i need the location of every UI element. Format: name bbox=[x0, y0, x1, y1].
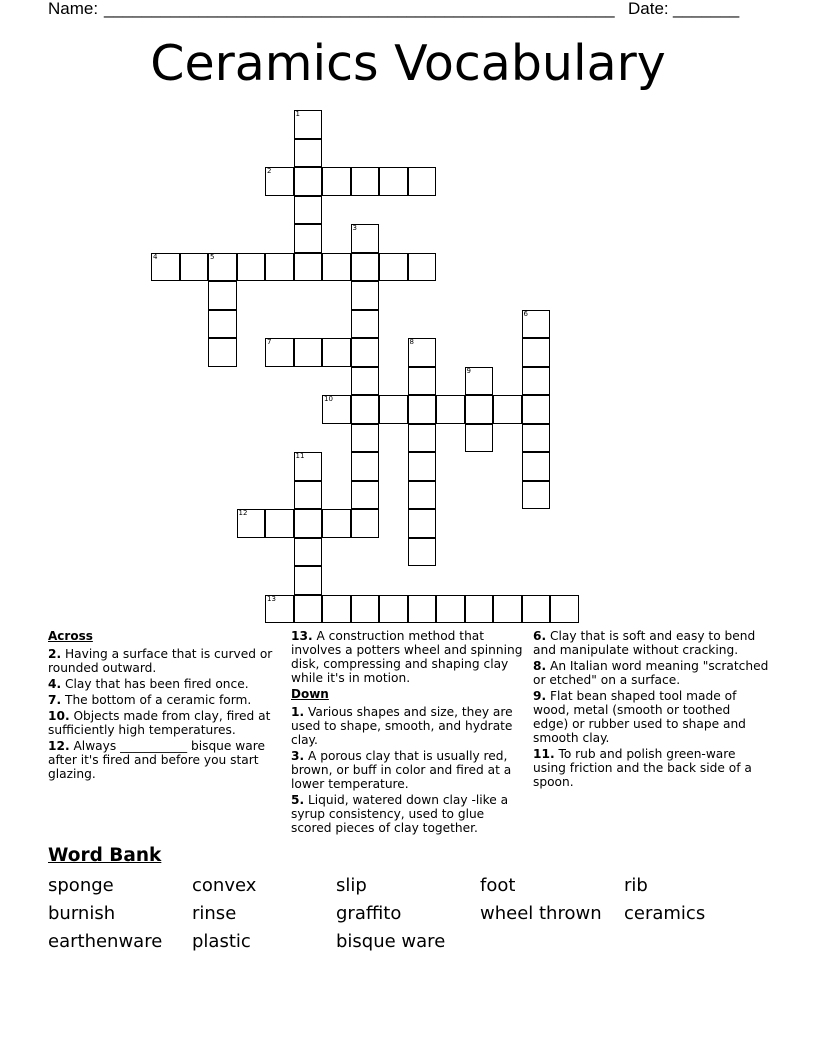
crossword-cell[interactable] bbox=[322, 253, 351, 282]
word-bank bbox=[48, 873, 768, 957]
crossword-cell[interactable] bbox=[294, 253, 323, 282]
crossword-cell[interactable] bbox=[294, 509, 323, 538]
clue-down-8: 8. An Italian word meaning "scratched or etched" on a surface. bbox=[533, 659, 769, 687]
clue-across-12: 12. Always ___________ bisque ware after it's fired and before you start glazing. bbox=[48, 739, 265, 781]
crossword-cell[interactable] bbox=[294, 338, 323, 367]
crossword-cell[interactable] bbox=[436, 395, 465, 424]
clue-down-9: 9. Flat bean shaped tool made of wood, metal (smooth or toothed edge) or rubber used to shape and smooth clay. bbox=[533, 689, 746, 745]
crossword-cell[interactable] bbox=[351, 338, 380, 367]
crossword-cell[interactable] bbox=[522, 481, 551, 510]
crossword-cell[interactable] bbox=[351, 253, 380, 282]
crossword-cell[interactable] bbox=[351, 224, 380, 253]
clue-number: 10 bbox=[324, 395, 333, 403]
clue-across-13: 13. A construction method that involves a potters wheel and spinning disk, compressing and shaping clay while it's in motion. bbox=[291, 629, 523, 685]
clue-number: 12 bbox=[238, 509, 248, 517]
name-label: Name: bbox=[48, 0, 99, 18]
word-bank-item: graffito bbox=[336, 903, 402, 924]
crossword-cell[interactable] bbox=[294, 110, 323, 139]
clue-number: 4 bbox=[153, 252, 158, 261]
crossword-cell[interactable] bbox=[351, 595, 380, 624]
crossword-cell[interactable] bbox=[493, 595, 522, 624]
crossword-cell[interactable] bbox=[180, 253, 209, 282]
crossword-cell[interactable] bbox=[436, 595, 465, 624]
crossword-cell[interactable] bbox=[522, 452, 551, 481]
crossword-cell[interactable] bbox=[379, 253, 408, 282]
clue-down-6: 6. Clay that is soft and easy to bend and manipulate without cracking. bbox=[533, 629, 756, 657]
date-label: Date: bbox=[628, 0, 669, 18]
clue-number: 6 bbox=[523, 309, 528, 318]
clue-number: 1 bbox=[295, 110, 300, 118]
crossword-cell[interactable] bbox=[522, 424, 551, 453]
word-bank-title: Word Bank bbox=[48, 845, 162, 866]
word-bank-item: plastic bbox=[192, 931, 251, 952]
word-bank-item: burnish bbox=[48, 903, 116, 924]
clue-number: 5 bbox=[210, 252, 215, 261]
crossword-cell[interactable] bbox=[351, 281, 380, 310]
clue-across-7: 7. The bottom of a ceramic form. bbox=[48, 693, 252, 707]
crossword-cell[interactable] bbox=[351, 167, 380, 196]
crossword-cell[interactable] bbox=[550, 595, 579, 624]
word-bank-item: slip bbox=[336, 875, 367, 896]
crossword-cell[interactable] bbox=[408, 538, 437, 567]
crossword-cell[interactable] bbox=[351, 367, 380, 396]
word-bank-item: wheel thrown bbox=[480, 903, 602, 924]
clue-down-1: 1. Various shapes and size, they are used to shape, smooth, and hydrate clay. bbox=[291, 705, 513, 747]
crossword-cell[interactable] bbox=[208, 281, 237, 310]
crossword-cell[interactable] bbox=[294, 224, 323, 253]
crossword-cell[interactable] bbox=[408, 338, 437, 367]
crossword-cell[interactable] bbox=[408, 367, 437, 396]
crossword-cell[interactable] bbox=[408, 509, 437, 538]
crossword-cell[interactable] bbox=[294, 566, 323, 595]
clue-down-5: 5. Liquid, watered down clay -like a syrup consistency, used to glue scored pieces of clay together. bbox=[291, 793, 509, 835]
crossword-cell[interactable] bbox=[522, 595, 551, 624]
crossword-cell[interactable] bbox=[522, 338, 551, 367]
name-field[interactable]: ______________________________________________________ bbox=[104, 0, 615, 18]
crossword-cell[interactable] bbox=[522, 310, 551, 339]
clue-number: 13 bbox=[267, 594, 276, 603]
crossword-cell[interactable] bbox=[379, 167, 408, 196]
crossword-cell[interactable] bbox=[408, 595, 437, 624]
word-bank-item: bisque ware bbox=[336, 931, 446, 952]
clues-column-1 bbox=[48, 629, 284, 783]
clue-number: 8 bbox=[409, 338, 414, 346]
crossword-cell[interactable] bbox=[408, 167, 437, 196]
clue-number: 7 bbox=[267, 338, 272, 346]
date-field[interactable]: _______ bbox=[673, 0, 740, 18]
crossword-cell[interactable] bbox=[351, 481, 380, 510]
crossword-cell[interactable] bbox=[294, 595, 323, 624]
crossword-cell[interactable] bbox=[294, 452, 323, 481]
crossword-cell[interactable] bbox=[408, 395, 437, 424]
crossword-cell[interactable] bbox=[351, 452, 380, 481]
crossword-cell[interactable] bbox=[265, 595, 294, 624]
crossword-cell[interactable] bbox=[522, 395, 551, 424]
word-bank-item: sponge bbox=[48, 875, 114, 896]
crossword-cell[interactable] bbox=[322, 338, 351, 367]
clue-across-10: 10. Objects made from clay, fired at sufficiently high temperatures. bbox=[48, 709, 271, 737]
crossword-cell[interactable] bbox=[322, 509, 351, 538]
crossword-cell[interactable] bbox=[294, 481, 323, 510]
clue-down-11: 11. To rub and polish green-ware using friction and the back side of a spoon. bbox=[533, 747, 752, 789]
crossword-cell[interactable] bbox=[408, 424, 437, 453]
crossword-cell[interactable] bbox=[379, 395, 408, 424]
crossword-cell[interactable] bbox=[351, 424, 380, 453]
crossword-cell[interactable] bbox=[522, 367, 551, 396]
crossword-cell[interactable] bbox=[465, 367, 494, 396]
page-title: Ceramics Vocabulary bbox=[150, 35, 666, 92]
crossword-cell[interactable] bbox=[265, 509, 294, 538]
down-heading: Down bbox=[291, 687, 329, 701]
crossword-cell[interactable] bbox=[465, 395, 494, 424]
crossword-cell[interactable] bbox=[408, 481, 437, 510]
crossword-cell[interactable] bbox=[408, 253, 437, 282]
crossword-cell[interactable] bbox=[208, 310, 237, 339]
crossword-cell[interactable] bbox=[351, 310, 380, 339]
clues-column-2 bbox=[291, 629, 527, 837]
crossword-cell[interactable] bbox=[294, 167, 323, 196]
crossword-cell[interactable] bbox=[322, 395, 351, 424]
word-bank-item: rinse bbox=[192, 903, 237, 924]
word-bank-item: rib bbox=[624, 875, 648, 896]
crossword-cell[interactable] bbox=[465, 595, 494, 624]
crossword-cell[interactable] bbox=[294, 538, 323, 567]
crossword-cell[interactable] bbox=[322, 167, 351, 196]
crossword-cell[interactable] bbox=[265, 167, 294, 196]
word-bank-item: foot bbox=[480, 875, 516, 896]
crossword-cell[interactable] bbox=[294, 196, 323, 225]
crossword-cell[interactable] bbox=[294, 139, 323, 168]
crossword-cell[interactable] bbox=[208, 338, 237, 367]
clue-number: 3 bbox=[352, 224, 357, 232]
crossword-cell[interactable] bbox=[265, 253, 294, 282]
crossword-cell[interactable] bbox=[408, 452, 437, 481]
word-bank-item: ceramics bbox=[624, 903, 706, 924]
clue-across-2: 2. Having a surface that is curved or rounded outward. bbox=[48, 647, 273, 675]
clue-number: 2 bbox=[267, 167, 272, 175]
crossword-cell[interactable] bbox=[493, 395, 522, 424]
clue-number: 9 bbox=[466, 366, 471, 375]
across-heading: Across bbox=[48, 629, 93, 643]
crossword-cell[interactable] bbox=[322, 595, 351, 624]
crossword-cell[interactable] bbox=[465, 424, 494, 453]
header bbox=[48, 0, 748, 22]
clue-number: 11 bbox=[295, 452, 305, 460]
crossword-cell[interactable] bbox=[265, 338, 294, 367]
crossword-cell[interactable] bbox=[379, 595, 408, 624]
crossword-cell[interactable] bbox=[208, 253, 237, 282]
crossword-cell[interactable] bbox=[351, 509, 380, 538]
clue-across-4: 4. Clay that has been fired once. bbox=[48, 677, 249, 691]
crossword-cell[interactable] bbox=[237, 509, 266, 538]
crossword-cell[interactable] bbox=[237, 253, 266, 282]
crossword-cell[interactable] bbox=[351, 395, 380, 424]
clues-column-3 bbox=[533, 629, 769, 791]
word-bank-item: earthenware bbox=[48, 931, 163, 952]
crossword-cell[interactable] bbox=[151, 253, 180, 282]
word-bank-item: convex bbox=[192, 875, 257, 896]
clue-down-3: 3. A porous clay that is usually red, brown, or buff in color and fired at a lower temperature. bbox=[291, 749, 512, 791]
